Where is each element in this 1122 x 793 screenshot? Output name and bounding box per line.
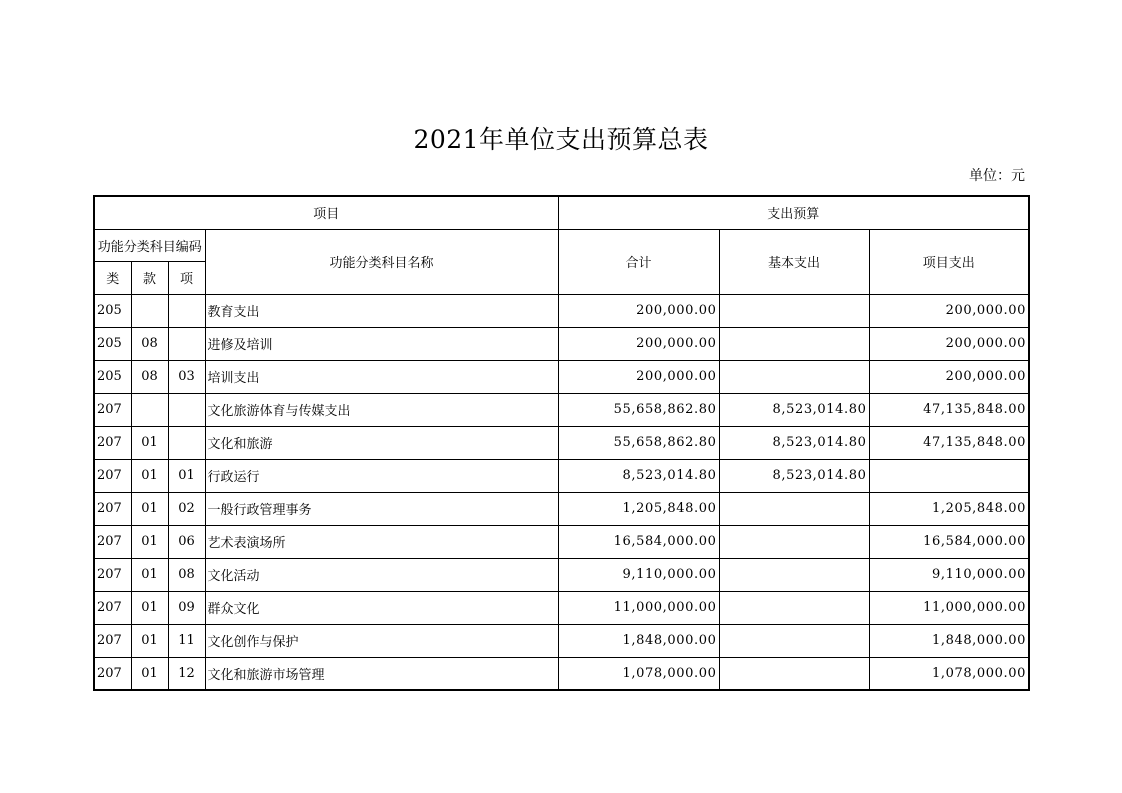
cell-basic <box>719 360 869 393</box>
cell-basic <box>719 624 869 657</box>
cell-basic: 8,523,014.80 <box>719 459 869 492</box>
header-budget: 支出预算 <box>558 196 1029 229</box>
cell-name: 进修及培训 <box>205 327 558 360</box>
unit-label: 单位：元 <box>969 168 1025 184</box>
header-row-2 <box>94 229 1029 261</box>
cell-item: 06 <box>168 525 205 558</box>
cell-basic <box>719 591 869 624</box>
cell-project: 16,584,000.00 <box>869 525 1029 558</box>
cell-item: 12 <box>168 657 205 690</box>
cell-item: 08 <box>168 558 205 591</box>
cell-item <box>168 327 205 360</box>
cell-item: 11 <box>168 624 205 657</box>
cell-basic: 8,523,014.80 <box>719 426 869 459</box>
page-title: 2021年单位支出预算总表 <box>413 125 709 154</box>
cell-project: 47,135,848.00 <box>869 426 1029 459</box>
cell-section: 01 <box>131 492 168 525</box>
table-row <box>94 459 1029 492</box>
cell-section: 01 <box>131 459 168 492</box>
cell-name: 文化创作与保护 <box>205 624 558 657</box>
cell-basic <box>719 492 869 525</box>
cell-total: 1,205,848.00 <box>558 492 719 525</box>
cell-name: 教育支出 <box>205 294 558 327</box>
cell-name: 行政运行 <box>205 459 558 492</box>
cell-basic <box>719 525 869 558</box>
cell-total: 55,658,862.80 <box>558 393 719 426</box>
table-row <box>94 492 1029 525</box>
table-row <box>94 294 1029 327</box>
cell-project: 1,848,000.00 <box>869 624 1029 657</box>
cell-category: 205 <box>94 360 131 393</box>
table-row <box>94 624 1029 657</box>
cell-category: 207 <box>94 459 131 492</box>
cell-category: 207 <box>94 624 131 657</box>
table-row <box>94 360 1029 393</box>
header-code-group: 功能分类科目编码 <box>94 229 205 261</box>
cell-total: 16,584,000.00 <box>558 525 719 558</box>
header-project-exp: 项目支出 <box>869 229 1029 294</box>
cell-total: 9,110,000.00 <box>558 558 719 591</box>
cell-project: 200,000.00 <box>869 327 1029 360</box>
cell-project: 1,205,848.00 <box>869 492 1029 525</box>
cell-section: 01 <box>131 426 168 459</box>
cell-project: 47,135,848.00 <box>869 393 1029 426</box>
cell-section: 01 <box>131 558 168 591</box>
table-row <box>94 558 1029 591</box>
cell-basic <box>719 657 869 690</box>
cell-category: 207 <box>94 393 131 426</box>
cell-name: 文化活动 <box>205 558 558 591</box>
cell-category: 207 <box>94 426 131 459</box>
cell-basic <box>719 327 869 360</box>
cell-name: 群众文化 <box>205 591 558 624</box>
cell-basic <box>719 558 869 591</box>
cell-section: 01 <box>131 525 168 558</box>
cell-section: 08 <box>131 360 168 393</box>
cell-item <box>168 393 205 426</box>
header-total: 合计 <box>558 229 719 294</box>
cell-item <box>168 426 205 459</box>
cell-name: 文化旅游体育与传媒支出 <box>205 393 558 426</box>
cell-name: 文化和旅游 <box>205 426 558 459</box>
cell-section: 01 <box>131 591 168 624</box>
cell-category: 207 <box>94 492 131 525</box>
cell-category: 207 <box>94 525 131 558</box>
cell-category: 205 <box>94 327 131 360</box>
cell-basic: 8,523,014.80 <box>719 393 869 426</box>
table-row <box>94 393 1029 426</box>
cell-total: 200,000.00 <box>558 360 719 393</box>
header-section: 款 <box>131 261 168 294</box>
cell-name: 文化和旅游市场管理 <box>205 657 558 690</box>
cell-category: 207 <box>94 657 131 690</box>
cell-item: 09 <box>168 591 205 624</box>
table-row <box>94 426 1029 459</box>
cell-name: 艺术表演场所 <box>205 525 558 558</box>
header-category: 类 <box>94 261 131 294</box>
cell-project: 11,000,000.00 <box>869 591 1029 624</box>
header-row-1 <box>94 196 1029 229</box>
budget-table <box>93 195 1030 691</box>
cell-section <box>131 294 168 327</box>
header-item: 项 <box>168 261 205 294</box>
cell-project: 9,110,000.00 <box>869 558 1029 591</box>
table-row <box>94 327 1029 360</box>
cell-section: 01 <box>131 624 168 657</box>
table-row <box>94 657 1029 690</box>
cell-project <box>869 459 1029 492</box>
cell-total: 8,523,014.80 <box>558 459 719 492</box>
cell-item: 03 <box>168 360 205 393</box>
cell-project: 200,000.00 <box>869 360 1029 393</box>
cell-name: 一般行政管理事务 <box>205 492 558 525</box>
cell-category: 205 <box>94 294 131 327</box>
cell-item: 02 <box>168 492 205 525</box>
header-basic: 基本支出 <box>719 229 869 294</box>
cell-total: 200,000.00 <box>558 327 719 360</box>
table-row <box>94 591 1029 624</box>
cell-section: 08 <box>131 327 168 360</box>
cell-project: 200,000.00 <box>869 294 1029 327</box>
cell-category: 207 <box>94 558 131 591</box>
header-name: 功能分类科目名称 <box>205 229 558 294</box>
cell-total: 55,658,862.80 <box>558 426 719 459</box>
header-project: 项目 <box>94 196 558 229</box>
cell-project: 1,078,000.00 <box>869 657 1029 690</box>
cell-item: 01 <box>168 459 205 492</box>
cell-section <box>131 393 168 426</box>
cell-name: 培训支出 <box>205 360 558 393</box>
cell-item <box>168 294 205 327</box>
cell-total: 1,848,000.00 <box>558 624 719 657</box>
cell-total: 11,000,000.00 <box>558 591 719 624</box>
cell-category: 207 <box>94 591 131 624</box>
table-row <box>94 525 1029 558</box>
cell-total: 1,078,000.00 <box>558 657 719 690</box>
cell-basic <box>719 294 869 327</box>
cell-section: 01 <box>131 657 168 690</box>
cell-total: 200,000.00 <box>558 294 719 327</box>
